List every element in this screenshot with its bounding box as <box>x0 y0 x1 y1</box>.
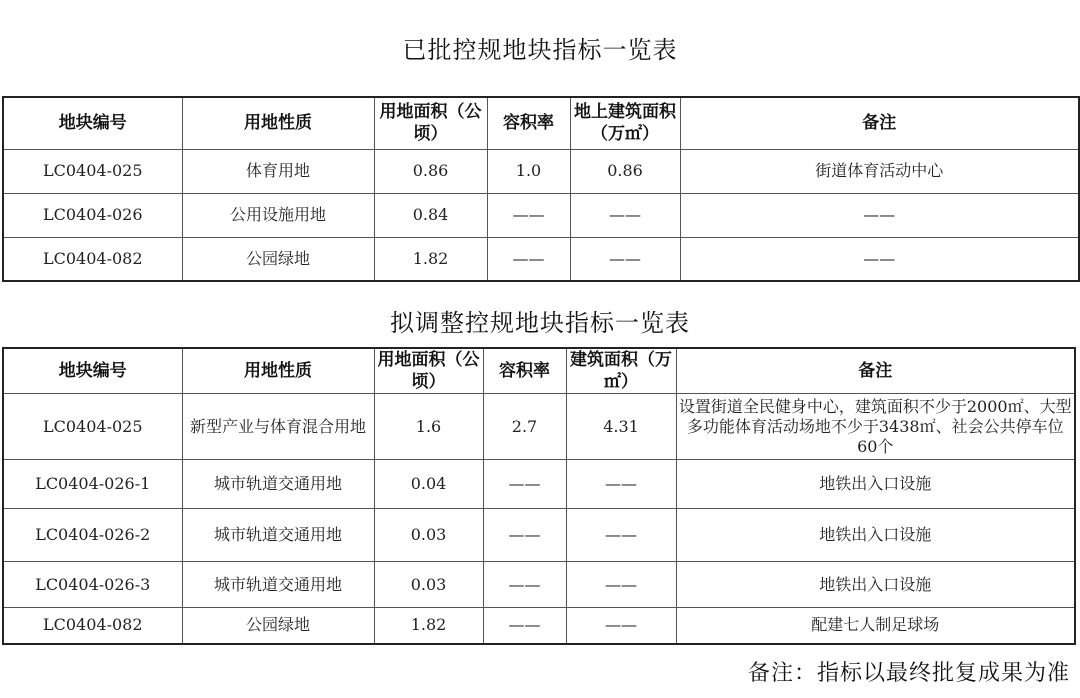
cell-land-use: 公用设施用地 <box>182 193 374 237</box>
cell-floor-area: —— <box>566 562 676 608</box>
proposed-table-title: 拟调整控规地块指标一览表 <box>390 309 690 337</box>
header-remark: 备注 <box>676 348 1075 394</box>
cell-area: 0.84 <box>374 193 487 237</box>
cell-remark: 地铁出入口设施 <box>676 562 1075 608</box>
table-row <box>3 460 1075 509</box>
cell-floor-area: —— <box>566 509 676 562</box>
table-row <box>3 509 1075 562</box>
cell-code: LC0404-025 <box>3 394 182 460</box>
header-far: 容积率 <box>487 97 570 149</box>
header-code: 地块编号 <box>3 348 182 394</box>
cell-code: LC0404-026-2 <box>3 509 182 562</box>
cell-land-use: 新型产业与体育混合用地 <box>182 394 374 460</box>
cell-far: —— <box>483 509 566 562</box>
footnote: 备注：指标以最终批复成果为准 <box>747 661 1070 686</box>
cell-area: 0.03 <box>374 562 483 608</box>
cell-far: —— <box>483 608 566 644</box>
approved-table-title: 已批控规地块指标一览表 <box>402 36 678 64</box>
cell-far: 2.7 <box>483 394 566 460</box>
header-code: 地块编号 <box>3 97 182 149</box>
cell-code: LC0404-026-1 <box>3 460 182 509</box>
cell-land-use: 公园绿地 <box>182 237 374 281</box>
cell-code: LC0404-082 <box>3 608 182 644</box>
cell-land-use: 公园绿地 <box>182 608 374 644</box>
cell-code: LC0404-082 <box>3 237 182 281</box>
table-row <box>3 562 1075 608</box>
cell-remark: 地铁出入口设施 <box>676 509 1075 562</box>
header-land-use: 用地性质 <box>182 348 374 394</box>
header-land-use: 用地性质 <box>182 97 374 149</box>
cell-area: 1.82 <box>374 237 487 281</box>
table-row <box>3 608 1075 644</box>
cell-area: 0.03 <box>374 509 483 562</box>
cell-area: 1.82 <box>374 608 483 644</box>
cell-area: 1.6 <box>374 394 483 460</box>
cell-far: —— <box>487 193 570 237</box>
cell-remark: —— <box>680 193 1079 237</box>
table-row <box>3 193 1079 237</box>
header-floor-area: 建筑面积（万㎡） <box>566 348 676 394</box>
cell-floor-area: —— <box>566 460 676 509</box>
cell-far: —— <box>483 460 566 509</box>
proposed-plot-table <box>2 347 1076 645</box>
cell-land-use: 体育用地 <box>182 149 374 193</box>
table-row <box>3 237 1079 281</box>
cell-area: 0.04 <box>374 460 483 509</box>
cell-remark: —— <box>680 237 1079 281</box>
header-far: 容积率 <box>483 348 566 394</box>
cell-far: 1.0 <box>487 149 570 193</box>
cell-land-use: 城市轨道交通用地 <box>182 509 374 562</box>
cell-far: —— <box>483 562 566 608</box>
cell-remark: 设置街道全民健身中心，建筑面积不少于2000㎡、大型多功能体育活动场地不少于3438㎡、社会公共停车位60个 <box>676 394 1075 460</box>
cell-area: 0.86 <box>374 149 487 193</box>
header-remark: 备注 <box>680 97 1079 149</box>
header-area: 用地面积（公顷） <box>374 97 487 149</box>
cell-remark: 地铁出入口设施 <box>676 460 1075 509</box>
cell-code: LC0404-025 <box>3 149 182 193</box>
cell-code: LC0404-026 <box>3 193 182 237</box>
table-header-row <box>3 97 1079 149</box>
cell-land-use: 城市轨道交通用地 <box>182 460 374 509</box>
table-header-row <box>3 348 1075 394</box>
cell-floor-area: —— <box>570 193 680 237</box>
cell-code: LC0404-026-3 <box>3 562 182 608</box>
table-row <box>3 394 1075 460</box>
approved-plot-table <box>2 96 1080 282</box>
header-area: 用地面积（公顷） <box>374 348 483 394</box>
cell-land-use: 城市轨道交通用地 <box>182 562 374 608</box>
cell-remark: 街道体育活动中心 <box>680 149 1079 193</box>
cell-far: —— <box>487 237 570 281</box>
cell-floor-area: —— <box>566 608 676 644</box>
header-floor-area: 地上建筑面积（万㎡） <box>570 97 680 149</box>
table-row <box>3 149 1079 193</box>
cell-floor-area: 4.31 <box>566 394 676 460</box>
cell-floor-area: 0.86 <box>570 149 680 193</box>
cell-remark: 配建七人制足球场 <box>676 608 1075 644</box>
cell-floor-area: —— <box>570 237 680 281</box>
